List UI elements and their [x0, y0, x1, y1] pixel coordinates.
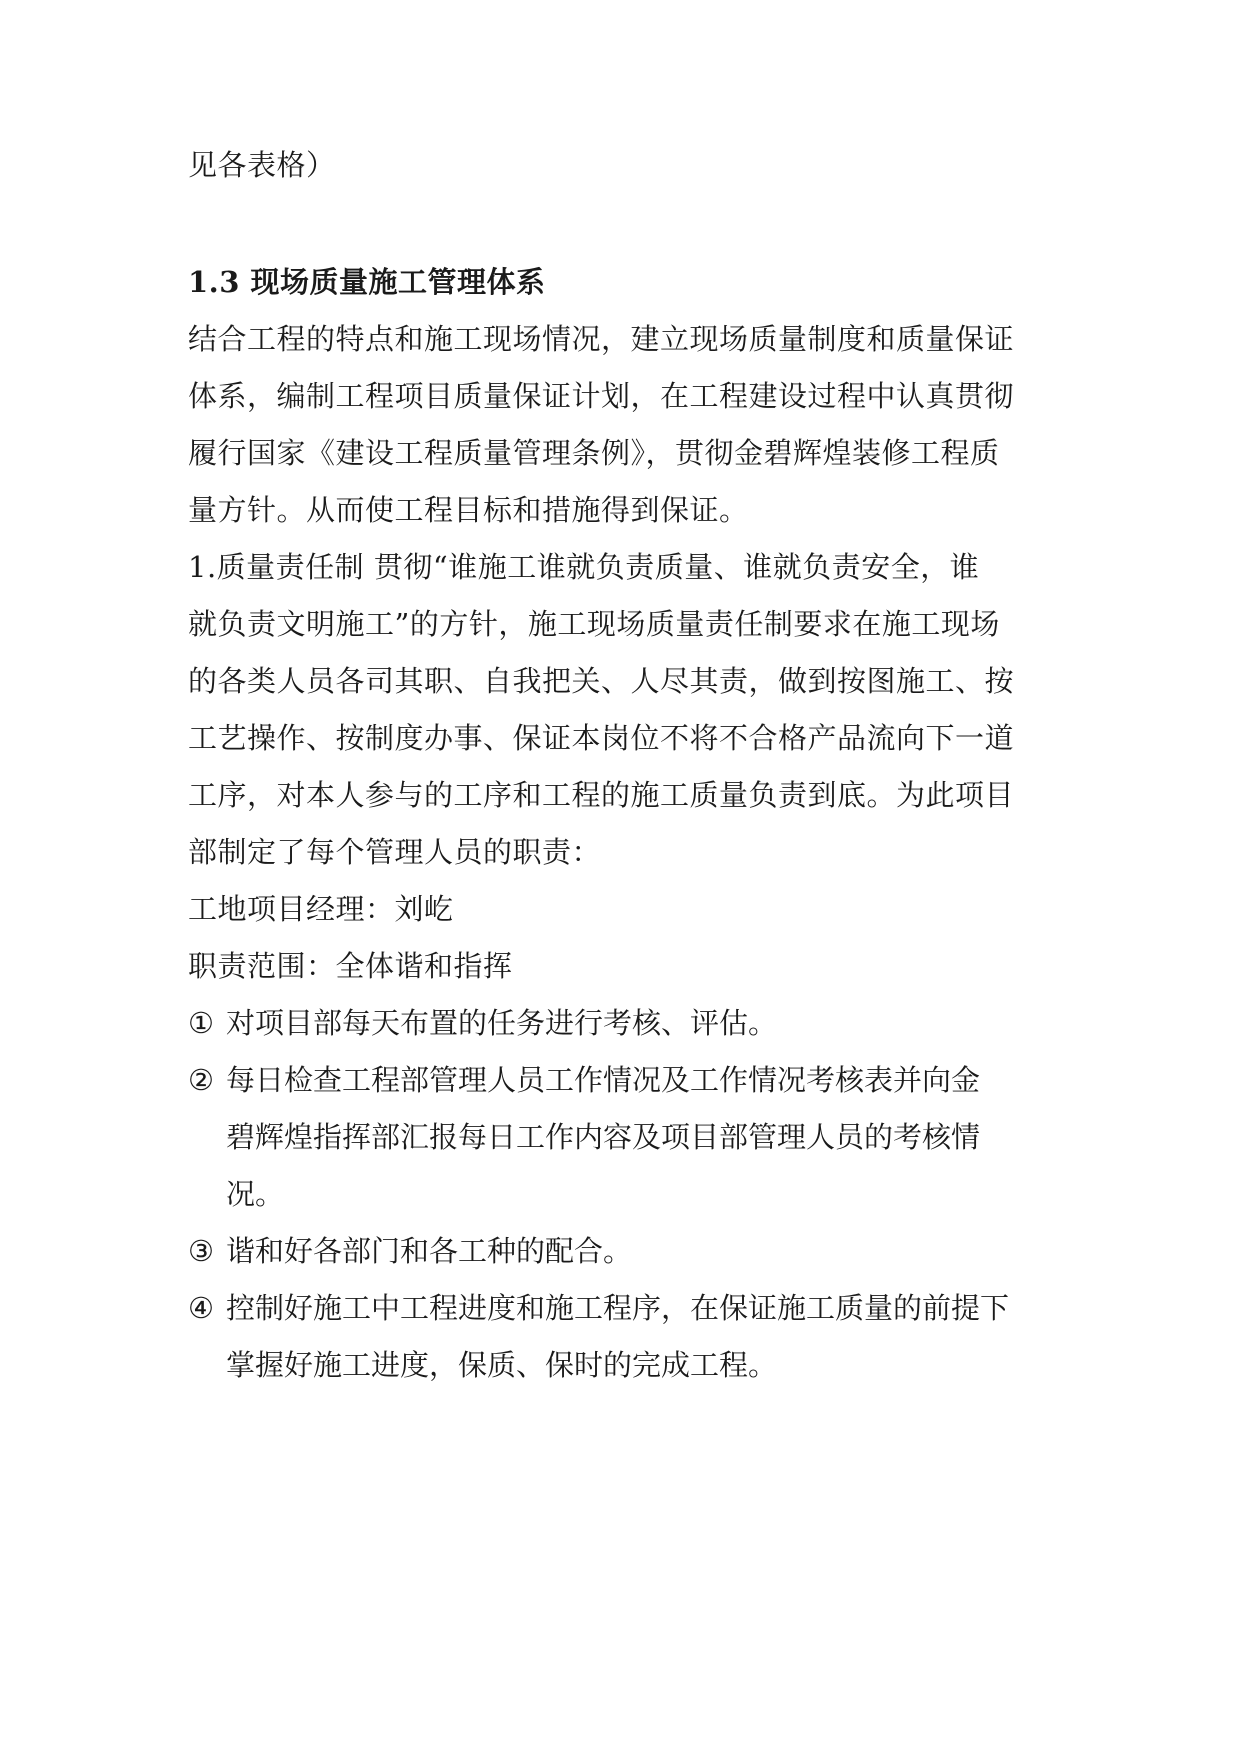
- intro-line-2: 体系，编制工程项目质量保证计划，在工程建设过程中认真贯彻: [188, 379, 1015, 413]
- list-item-4-continuation: 掌握好施工进度，保质、保时的完成工程。: [226, 1348, 778, 1382]
- section-heading: 1.3 现场质量施工管理体系: [188, 265, 546, 299]
- intro-line-4: 量方针。从而使工程目标和措施得到保证。: [188, 493, 749, 527]
- list-marker: ①: [188, 1006, 214, 1040]
- list-marker: ④: [188, 1291, 214, 1325]
- list-item-2-continuation: 况。: [226, 1177, 285, 1211]
- list-marker: ③: [188, 1234, 214, 1268]
- duty-line-3: 的各类人员各司其职、自我把关、人尽其责，做到按图施工、按: [188, 664, 1015, 698]
- duty-line-6: 部制定了每个管理人员的职责：: [188, 835, 602, 869]
- manager-line: 工地项目经理：刘屹: [188, 892, 454, 926]
- list-item-2-continuation: 碧辉煌指挥部汇报每日工作内容及项目部管理人员的考核情: [226, 1120, 981, 1154]
- intro-line-3: 履行国家《建设工程质量管理条例》，贯彻金碧辉煌装修工程质: [188, 436, 1000, 470]
- list-item-text: 控制好施工中工程进度和施工程序，在保证施工质量的前提下: [226, 1291, 1010, 1325]
- scope-line: 职责范围：全体谐和指挥: [188, 949, 513, 983]
- list-item-3: [188, 1231, 632, 1271]
- list-item-4: [188, 1288, 1009, 1328]
- intro-line-1: 结合工程的特点和施工现场情况，建立现场质量制度和质量保证: [188, 322, 1015, 356]
- duty-line-2: 就负责文明施工”的方针，施工现场质量责任制要求在施工现场: [188, 607, 1000, 641]
- list-item-text: 对项目部每天布置的任务进行考核、评估。: [226, 1006, 778, 1040]
- list-item-text: 每日检查工程部管理人员工作情况及工作情况考核表并向金: [226, 1063, 981, 1097]
- lead-line: 见各表格）: [188, 148, 336, 182]
- list-item-text: 谐和好各部门和各工种的配合。: [226, 1234, 633, 1268]
- duty-line-5: 工序，对本人参与的工序和工程的施工质量负责到底。为此项目: [188, 778, 1015, 812]
- list-item-1: [188, 1003, 777, 1043]
- duty-line-1: 1.质量责任制 贯彻“谁施工谁就负责质量、谁就负责安全，谁: [188, 550, 980, 584]
- list-item-2: [188, 1060, 980, 1100]
- duty-line-4: 工艺操作、按制度办事、保证本岗位不将不合格产品流向下一道: [188, 721, 1015, 755]
- list-marker: ②: [188, 1063, 214, 1097]
